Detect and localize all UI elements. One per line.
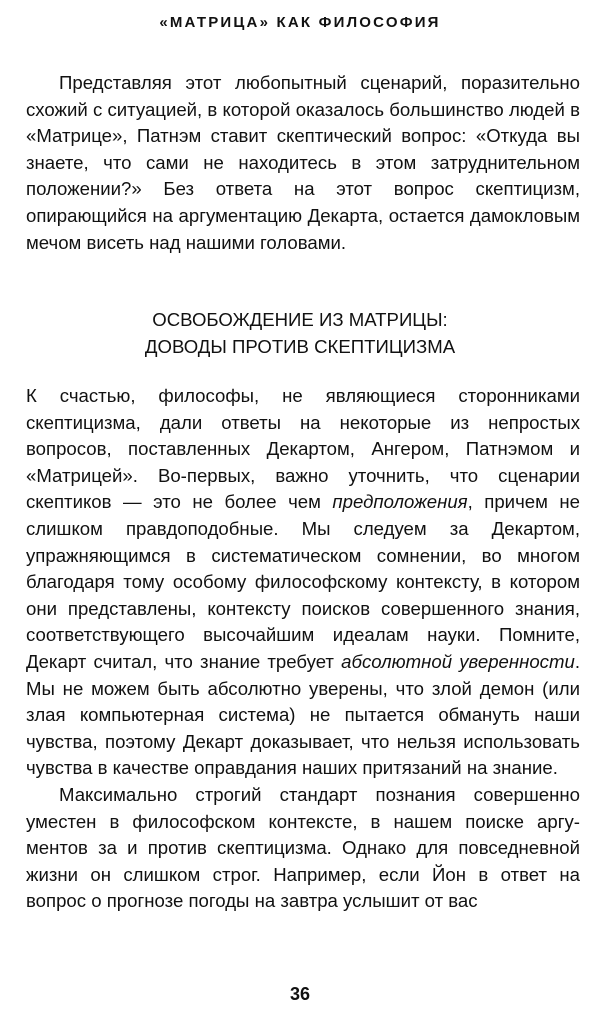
intro-text [26, 70, 580, 256]
paragraph-2 [26, 383, 580, 782]
paragraph-2-part-3: . Мы не можем быть абсолютно уверены, что злой демон (или злая компьютерная система) не пытается обмануть наши чувства, поэтому Декарт доказывает, что нельзя использовать чувства в качестве оправдания наших притязаний на знание. [26, 650, 580, 779]
section-heading [0, 307, 600, 360]
running-head: «МАТРИЦА» КАК ФИЛОСОФИЯ [159, 14, 441, 31]
paragraph-2-part-2: , причем не слишком правдоподобные. Мы следуем за Декартом, упражняющимся в систематическом сомнении, во многом благодаря тому особому философскому контексту, в котором они представлены, контексту поисков совершенного знания, соответствующего высочайшим идеалам науки. Помните, Декарт считал, что знание требует [26, 491, 580, 672]
paragraph-2-emphasis-1: предположения [332, 491, 468, 513]
paragraph-3: Максимально строгий стандарт познания совершенно уместен в философском контексте, в нашем поиске аргументов за и против скептицизма. Однако для повседневной жизни он слишком строг. Например, если Йон в ответ на вопрос о прогнозе погоды на завтра услышит от вас [26, 783, 580, 912]
body-text [26, 383, 580, 915]
intro-paragraph: Представляя этот любопытный сценарий, поразительно схожий с ситуацией, в которой оказалось большинство людей в «Матрице», Патнэм ставит скептический вопрос: «Откуда вы знаете, что сами не находитесь в этом затруднительном положении?» Без ответа на этот вопрос скептицизм, опирающийся на аргументацию Декарта, остается дамокловым мечом висеть над нашими головами. [26, 72, 580, 253]
paragraph-2-emphasis-2: абсолютной уверенности [341, 650, 575, 672]
paragraph-2-part-1: К счастью, философы, не являющиеся сторонниками скептицизма, дали ответы на некоторые из непростых вопросов, поставленных Декартом, Ангером, Патнэмом и «Матрицей». Во-первых, важно уточнить, что сценарии скептиков — это не более чем [26, 385, 580, 513]
page-number: 36 [289, 984, 311, 1004]
section-heading-line-1: ОСВОБОЖДЕНИЕ ИЗ МАТРИЦЫ: [152, 309, 448, 330]
section-heading-line-2: ДОВОДЫ ПРОТИВ СКЕПТИЦИЗМА [144, 335, 456, 357]
